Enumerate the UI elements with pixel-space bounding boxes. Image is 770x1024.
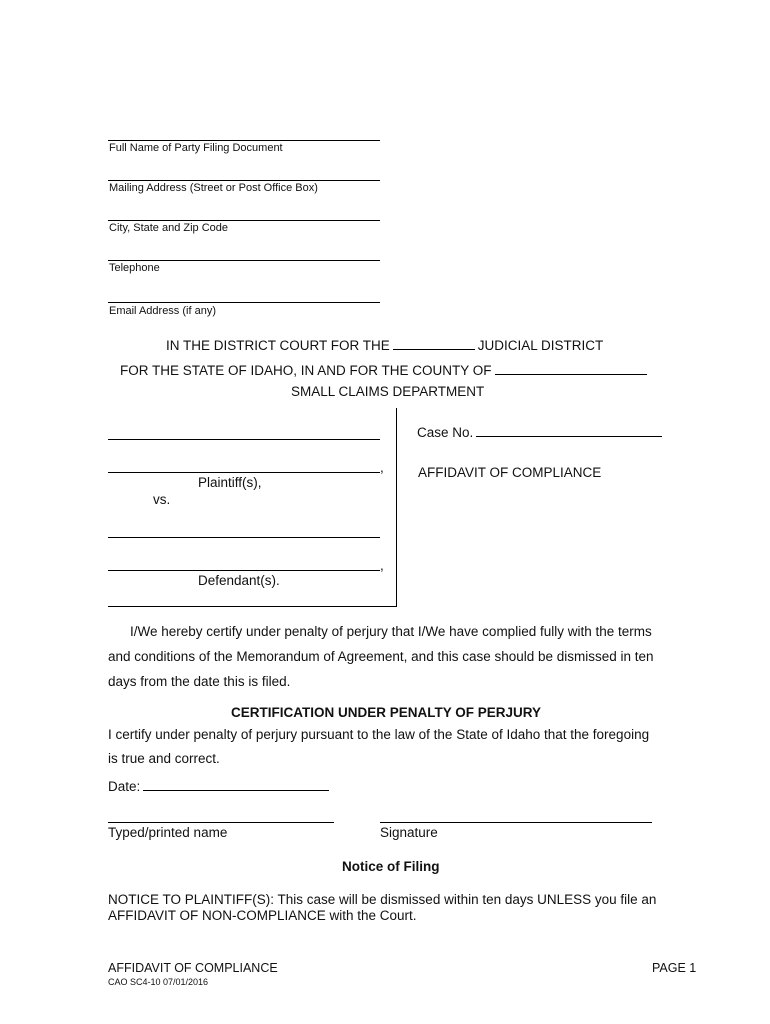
court-header-line3: SMALL CLAIMS DEPARTMENT	[291, 384, 485, 399]
footer-page-number: PAGE 1	[652, 961, 697, 975]
court-line1-post: JUDICIAL DISTRICT	[477, 338, 604, 353]
case-number-blank[interactable]	[476, 422, 662, 437]
full-name-label: Full Name of Party Filing Document	[109, 142, 283, 154]
full-name-line[interactable]	[108, 140, 380, 141]
court-line2-pre: FOR THE STATE OF IDAHO, IN AND FOR THE COUNTY OF	[120, 363, 492, 378]
case-number-label: Case No.	[417, 425, 474, 440]
caption-divider-bottom	[108, 606, 397, 607]
city-state-zip-line[interactable]	[108, 220, 380, 221]
court-header-line1	[166, 335, 603, 353]
certify-line-3: days from the date this is filed.	[108, 674, 291, 689]
document-title: AFFIDAVIT OF COMPLIANCE	[418, 465, 602, 480]
plaintiff-label: Plaintiff(s),	[198, 475, 262, 490]
telephone-label: Telephone	[109, 262, 160, 274]
mailing-address-label: Mailing Address (Street or Post Office Box)	[109, 182, 318, 194]
footer-form-code: CAO SC4-10 07/01/2016	[108, 977, 209, 987]
signature-line[interactable]	[380, 822, 652, 823]
certify-line-1: I/We hereby certify under penalty of perjury that I/We have complied fully with the terms	[130, 624, 652, 639]
typed-name-label: Typed/printed name	[108, 825, 228, 840]
plaintiff-comma: ,	[380, 460, 384, 475]
date-field	[108, 776, 332, 794]
notice-line-2: AFFIDAVIT OF NON-COMPLIANCE with the Court.	[108, 908, 417, 923]
defendant-label: Defendant(s).	[198, 573, 280, 588]
email-label: Email Address (if any)	[109, 305, 216, 317]
court-header-line2	[120, 360, 650, 378]
vs-label: vs.	[153, 492, 171, 507]
defendant-comma: ,	[380, 558, 384, 573]
date-label: Date:	[108, 779, 141, 794]
notice-heading: Notice of Filing	[342, 859, 440, 874]
caption-divider-vertical	[396, 408, 397, 606]
city-state-zip-label: City, State and Zip Code	[109, 222, 229, 234]
court-line1-pre: IN THE DISTRICT COURT FOR THE	[166, 338, 390, 353]
plaintiff-name-line-1[interactable]	[108, 439, 380, 440]
defendant-name-line-2[interactable]	[108, 570, 380, 571]
certification-heading: CERTIFICATION UNDER PENALTY OF PERJURY	[231, 705, 542, 720]
perjury-line-2: is true and correct.	[108, 751, 220, 766]
mailing-address-line[interactable]	[108, 180, 380, 181]
perjury-line-1: I certify under penalty of perjury pursuant to the law of the State of Idaho that the foregoing	[108, 727, 650, 742]
typed-name-line[interactable]	[108, 822, 334, 823]
certify-line-2: and conditions of the Memorandum of Agreement, and this case should be dismissed in ten	[108, 649, 654, 664]
email-line[interactable]	[108, 302, 380, 303]
telephone-line[interactable]	[108, 260, 380, 261]
plaintiff-name-line-2[interactable]	[108, 472, 380, 473]
footer-title: AFFIDAVIT OF COMPLIANCE	[108, 961, 278, 975]
case-number-field	[417, 422, 665, 440]
signature-label: Signature	[380, 825, 438, 840]
judicial-district-blank[interactable]	[393, 335, 475, 350]
defendant-name-line-1[interactable]	[108, 537, 380, 538]
date-blank[interactable]	[143, 776, 329, 791]
notice-line-1: NOTICE TO PLAINTIFF(S): This case will be dismissed within ten days UNLESS you file an	[108, 892, 657, 907]
county-blank[interactable]	[495, 360, 647, 375]
